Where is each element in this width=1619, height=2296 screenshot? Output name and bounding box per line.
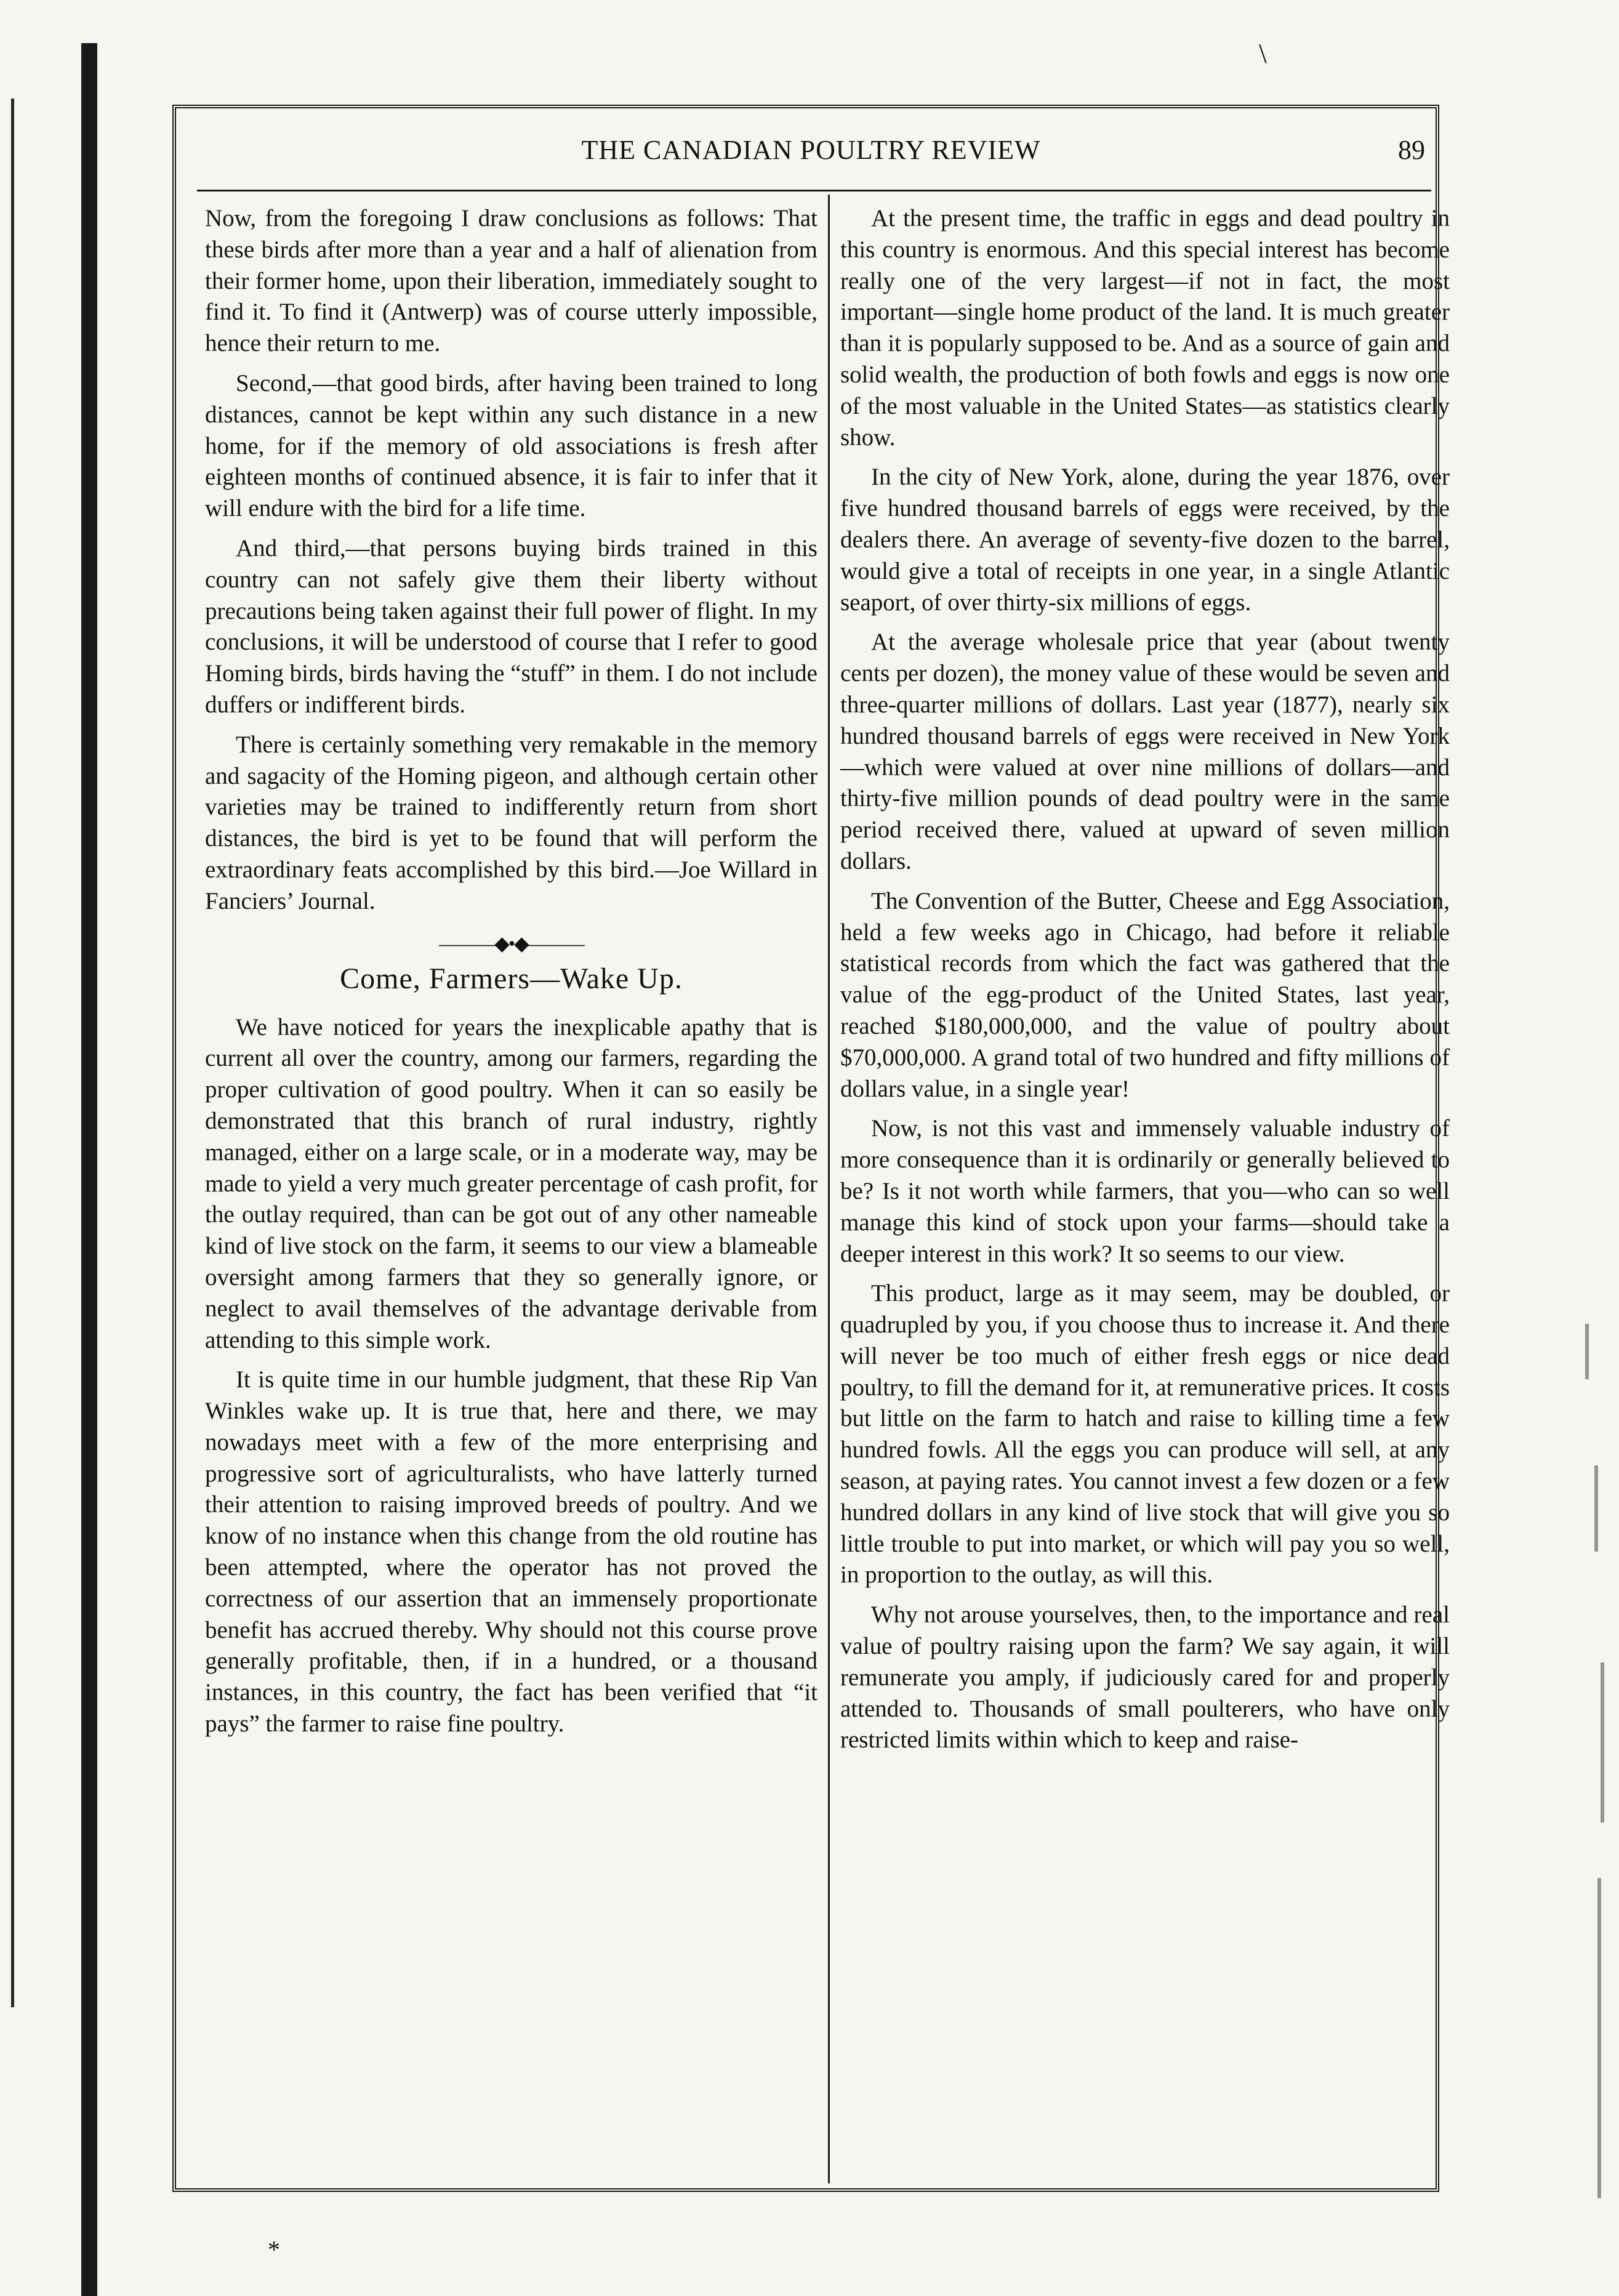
top-stray-mark: \ [1259, 38, 1267, 69]
left-column [205, 203, 818, 1740]
paragraph: This product, large as it may seem, may be doubled, or quadrupled by you, if you choose thus to increase it. And there will never be too much of either fresh eggs or nice dead poultry, to fill the demand for it, at remunerative prices. It costs but little on the farm to hatch and raise to killing time a few hundred fowls. All the eggs you can produce will sell, at any season, at paying rates. You cannot invest a few dozen or a few hundred dollars in any kind of live stock that will give you so little trouble to put into market, or which will pay you so well, in proportion to the outlay, as will this. [840, 1280, 1450, 1589]
page-header [197, 129, 1425, 179]
paragraph: We have noticed for years the inexplicable apathy that is current all over the country, among our farmers, regarding the proper cultivation of good poultry. When it can so easily be demonstrated that this branch of rural industry, rightly managed, either on a large scale, or in a moderate way, may be made to yield a very much greater percentage of cash profit, for the outlay required, than can be got out of any other nameable kind of live stock on the farm, it seems to our view a blameable oversight among farmers that they so generally ignore, or neglect to avail themselves of the advantage derivable from attending to this simple work. [205, 1013, 818, 1353]
margin-speckle [1594, 1465, 1598, 1552]
paragraph: Why not arouse yourselves, then, to the importance and real value of poultry raising upon the farm? We say again, it will remunerate you amply, if judiciously cared for and properly attended to. Thousands of small poulterers, who have only restricted limits within which to keep and raise- [840, 1601, 1450, 1754]
section-ornament: ———◆•◆——— [439, 932, 584, 954]
column-divider [828, 195, 830, 2183]
paragraph: At the present time, the traffic in eggs and dead poultry in this country is enormous. And this special interest has become really one of the very largest—if not in fact, the most important—single home product of the land. It is much greater than it is popularly supposed to be. And as a source of gain and solid wealth, the production of both fowls and eggs is now one of the most valuable in the United States—as statistics clearly show. [840, 205, 1450, 451]
paragraph: Now, is not this vast and immensely valuable industry of more consequence than it is ordinarily or generally believed to be? Is it not worth while farmers, that you—who can so well manage this kind of stock upon your farms—should take a deeper interest in this work? It so seems to our view. [840, 1115, 1450, 1267]
paragraph: There is certainly something very remakable in the memory and sagacity of the Homing pigeon, and although certain other varieties may be trained to indifferently return from short distances, the bird is yet to be found that will perform the extraordinary feats accomplished by this bird.—Joe Willard in Fanciers’ Journal. [205, 731, 818, 914]
margin-speckle [1585, 1324, 1589, 1379]
right-column [840, 203, 1450, 1756]
paragraph: In the city of New York, alone, during the year 1876, over five hundred thousand barrels of eggs were received, by the dealers there. An average of seventy-five dozen to the barrel, would give a total of receipts in one year, in a single Atlantic seaport, of over thirty-six millions of eggs. [840, 464, 1450, 616]
binding-edge-line [11, 99, 14, 2007]
margin-speckle [1601, 1662, 1604, 1823]
section-heading: Come, Farmers—Wake Up. [340, 962, 683, 995]
paragraph: The Convention of the Butter, Cheese and Egg Association, held a few weeks ago in Chicago, had before it reliable statistical records from which the fact was gathered that the value of the egg-product of the United States, last year, reached $180,000,000, and the value of poultry about $70,000,000. A grand total of two hundred and fifty millions of dollars value, in a single year! [840, 887, 1450, 1102]
paragraph: It is quite time in our humble judgment, that these Rip Van Winkles wake up. It is true that, here and there, we may nowadays meet with a few of the more enterprising and progressive sort of agriculturalists, who have latterly turned their attention to raising improved breeds of poultry. And we know of no instance when this change from the old routine has been attempted, where the operator has not proved the correctness of our assertion that an immensely proportionate benefit has accrued thereby. Why should not this course prove generally profitable, then, if in a hundred, or a thousand instances, in this country, the fact has been verified that “it pays” the farmer to raise fine poultry. [205, 1366, 818, 1738]
footer-mark: * [268, 2236, 280, 2263]
paragraph: Second,—that good birds, after having been trained to long distances, cannot be kept within any such distance in a new home, for if the memory of old associations is fresh after eighteen months of continued absence, it is fair to infer that it will endure with the bird for a life time. [205, 369, 818, 522]
margin-speckle [1597, 1878, 1601, 2198]
paragraph: At the average wholesale price that year (about twenty cents per dozen), the money value of these would be seven and three-quarter millions of dollars. Last year (1877), nearly six hundred thousand barrels of eggs were received in New York—which were valued at over nine millions of dollars—and thirty-five million pounds of dead poultry were in the same period received there, valued at upward of seven million dollars. [840, 629, 1450, 874]
binding-bar [81, 43, 97, 2296]
header-rule [197, 190, 1431, 191]
running-title: THE CANADIAN POULTRY REVIEW [581, 135, 1041, 165]
page-number: 89 [1398, 135, 1425, 165]
paragraph: Now, from the foregoing I draw conclusions as follows: That these birds after more than a year and a half of alienation from their former home, upon their liberation, immediately sought to find it. To find it (Antwerp) was of course utterly impossible, hence their return to me. [205, 205, 818, 357]
paragraph: And third,—that persons buying birds trained in this country can not safely give them their liberty without precautions being taken against their full power of flight. In my conclusions, it will be understood of course that I refer to good Homing birds, birds having the “stuff” in them. I do not include duffers or indifferent birds. [205, 534, 818, 718]
